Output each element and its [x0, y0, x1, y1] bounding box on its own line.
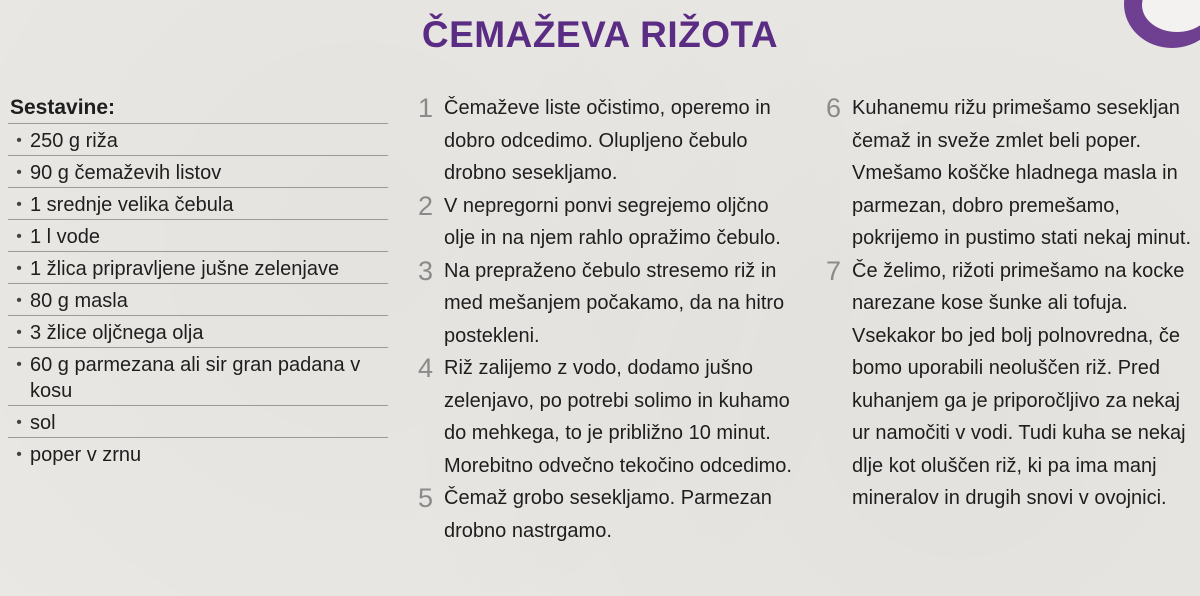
- step-item: [418, 352, 798, 482]
- ingredient-item: [8, 124, 388, 156]
- ingredient-text: 1 srednje velika čebula: [30, 194, 234, 216]
- ingredients-heading: Sestavine:: [8, 96, 388, 124]
- step-text: Riž zalijemo z vodo, dodamo jušno zelenjavo, po potrebi solimo in kuhamo do mehkega, to je približno 10 minut. Morebitno odvečno tekočino odcedimo.: [444, 357, 792, 477]
- ingredients-list: [8, 124, 388, 469]
- step-item: [418, 190, 798, 255]
- ingredient-text: poper v zrnu: [30, 444, 142, 466]
- step-text: V nepregorni ponvi segrejemo oljčno olje in na njem rahlo opražimo čebulo.: [444, 194, 781, 249]
- step-text: Na prepraženo čebulo stresemo riž in med mešanjem počakamo, da na hitro postekleni.: [444, 259, 785, 347]
- step-number: 5: [418, 483, 434, 513]
- ingredient-item: [8, 406, 388, 438]
- bullet-icon: •: [16, 260, 22, 277]
- ingredient-item: [8, 438, 388, 469]
- bullet-icon: •: [16, 132, 22, 149]
- step-number: 7: [826, 255, 842, 286]
- ingredient-text: sol: [30, 412, 56, 434]
- ingredient-item: [8, 188, 388, 220]
- ingredient-item: [8, 284, 388, 316]
- bullet-icon: •: [16, 196, 22, 213]
- step-number: 2: [418, 190, 434, 221]
- bullet-icon: •: [16, 292, 22, 309]
- step-number: 4: [418, 353, 434, 383]
- step-text: Kuhanemu rižu primešamo sesekljan čemaž in sveže zmlet beli poper. Vmešamo koščke hladnega masla in parmezan, dobro premešamo, pokrijemo in pustimo stati nekaj minut.: [852, 97, 1192, 249]
- step-number: 1: [418, 93, 434, 123]
- ingredient-text: 80 g masla: [30, 290, 128, 312]
- steps-column-right: [826, 92, 1200, 515]
- step-number: 3: [418, 255, 434, 286]
- ingredient-item: [8, 316, 388, 348]
- bullet-icon: •: [16, 446, 22, 463]
- steps-column-middle: [418, 92, 798, 547]
- step-text: Čemaževe liste očistimo, operemo in dobro odcedimo. Olupljeno čebulo drobno sesekljamo.: [444, 97, 771, 184]
- ingredient-item: [8, 220, 388, 252]
- ingredient-text: 60 g parmezana ali sir gran padana v kosu: [30, 354, 361, 402]
- bullet-icon: •: [16, 324, 22, 341]
- step-number: 6: [826, 93, 842, 123]
- step-item: [826, 92, 1200, 255]
- step-item: [418, 255, 798, 353]
- bullet-icon: •: [16, 228, 22, 245]
- step-item: [826, 255, 1200, 515]
- step-item: [418, 92, 798, 190]
- bullet-icon: •: [16, 414, 22, 431]
- bullet-icon: •: [16, 164, 22, 181]
- bullet-icon: •: [16, 356, 22, 373]
- step-text: Čemaž grobo sesekljamo. Parmezan drobno nastrgamo.: [444, 487, 772, 542]
- step-item: [418, 482, 798, 547]
- ingredient-text: 1 l vode: [30, 226, 101, 248]
- step-text: Če želimo, rižoti primešamo na kocke narezane kose šunke ali tofuja. Vsekakor bo jed bolj polnovredna, če bomo uporabili neoluščen riž. Pred kuhanjem ga je priporočljivo za nekaj ur namočiti v vodi. Tudi kuha se nekaj dlje kot oluščen riž, ki pa ima manj mineralov in drugih snovi v ovojnici.: [852, 259, 1186, 509]
- recipe-title: ČEMAŽEVA RIŽOTA: [421, 14, 779, 55]
- ingredient-text: 90 g čemaževih listov: [30, 162, 222, 184]
- ingredient-text: 1 žlica pripravljene jušne zelenjave: [30, 258, 340, 280]
- ingredient-text: 3 žlice oljčnega olja: [30, 322, 204, 344]
- ingredient-item: [8, 156, 388, 188]
- ingredients-box: [8, 96, 388, 469]
- ingredient-item: [8, 252, 388, 284]
- ingredient-item: [8, 348, 388, 406]
- ingredient-text: 250 g riža: [30, 130, 118, 152]
